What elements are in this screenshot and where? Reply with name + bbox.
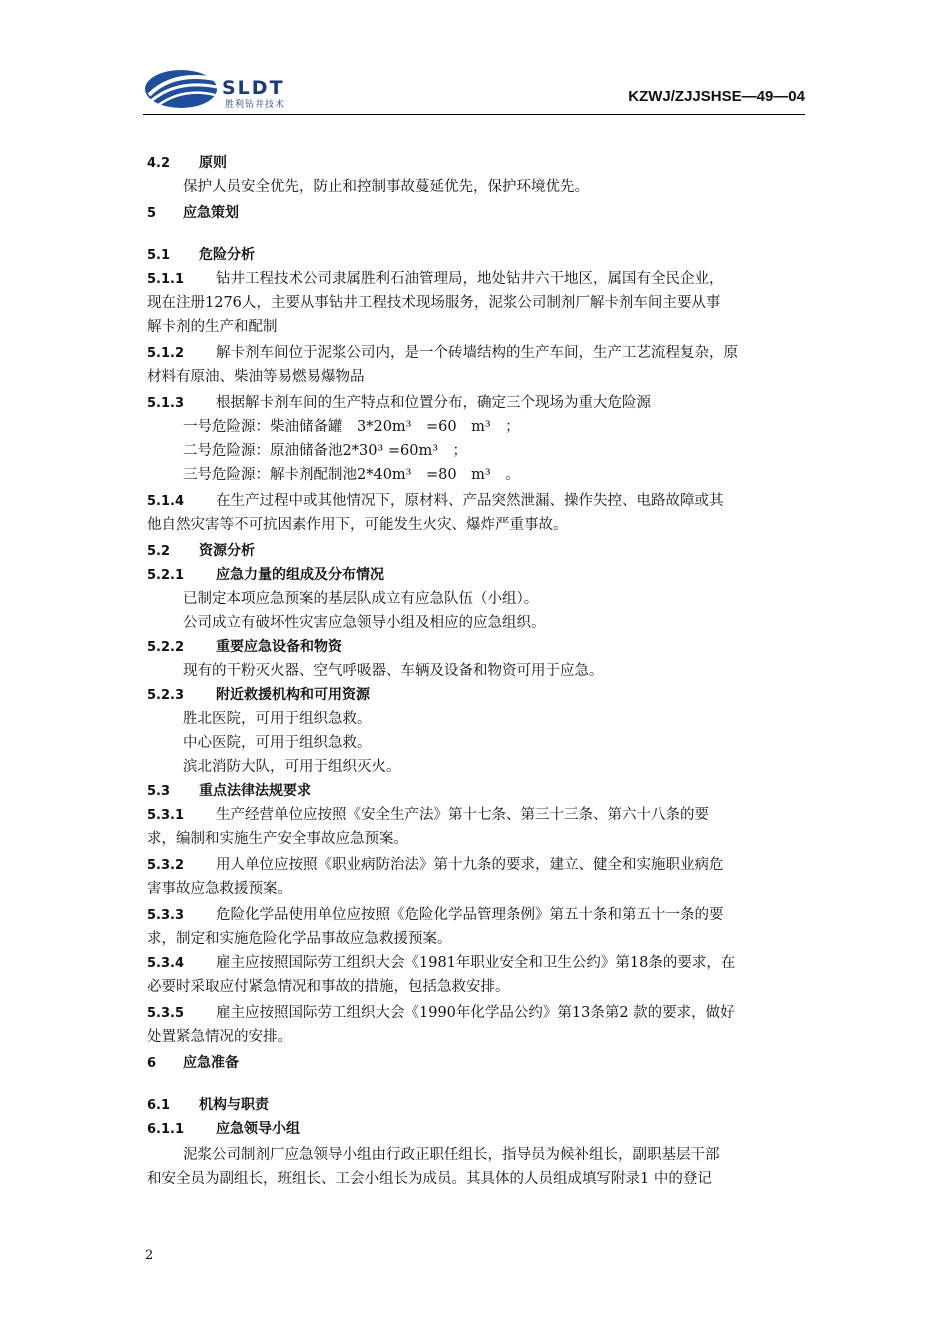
text-line <box>183 660 604 682</box>
section-heading <box>147 152 227 175</box>
text-line <box>183 708 372 730</box>
paragraph-text: 一号危险源：柴油储备罐 3*20m³ =60 m³ ； <box>183 419 520 435</box>
section-heading <box>147 1052 239 1075</box>
page-number: 2 <box>145 1248 154 1263</box>
text-line <box>147 292 720 314</box>
text-line <box>183 756 401 778</box>
text-line <box>147 828 408 850</box>
section-heading <box>147 564 384 587</box>
numbered-paragraph <box>147 342 738 365</box>
paragraph-text: 三号危险源：解卡剂配制池2*40m³ =80 m³ 。 <box>183 467 520 483</box>
text-line <box>147 366 365 388</box>
section-heading <box>147 1118 300 1141</box>
section-number: 5.1.1 <box>147 272 185 287</box>
heading-text: 资源分析 <box>199 543 255 559</box>
text-line <box>183 416 520 438</box>
page-header <box>143 62 805 114</box>
heading-text: 应急准备 <box>183 1055 239 1071</box>
paragraph-text: 和安全员为副组长，班组长、工会小组长为成员。其具体的人员组成填写附录1 中的登记 <box>147 1171 712 1187</box>
section-number: 5.1.4 <box>147 494 185 509</box>
paragraph-text: 保护人员安全优先，防止和控制事故蔓延优先，保护环境优先。 <box>183 179 589 195</box>
paragraph-text: 危险化学品使用单位应按照《危险化学品管理条例》第五十条和第五十一条的要 <box>216 907 724 923</box>
section-heading <box>147 780 311 803</box>
numbered-paragraph <box>147 392 651 415</box>
numbered-paragraph <box>147 904 724 927</box>
numbered-paragraph <box>147 804 709 827</box>
section-number: 5.2.3 <box>147 688 185 703</box>
text-line <box>183 612 546 634</box>
heading-text: 附近救援机构和可用资源 <box>216 687 370 703</box>
paragraph-text: 滨北消防大队，可用于组织灭火。 <box>183 759 401 775</box>
logo-subtitle: 胜利钻井技术 <box>225 100 286 110</box>
section-heading <box>147 636 342 659</box>
text-line <box>147 928 452 950</box>
numbered-paragraph <box>147 952 735 975</box>
heading-text: 危险分析 <box>199 247 255 263</box>
numbered-paragraph <box>147 854 724 877</box>
logo-emblem-icon <box>143 65 223 110</box>
heading-text: 原则 <box>199 155 227 171</box>
heading-text: 应急领导小组 <box>216 1121 300 1137</box>
text-line <box>183 176 589 198</box>
section-heading <box>147 540 255 563</box>
section-heading <box>147 1094 269 1117</box>
paragraph-text: 根据解卡剂车间的生产特点和位置分布，确定三个现场为重大危险源 <box>216 395 651 411</box>
section-number: 5.2.1 <box>147 568 185 583</box>
heading-text: 重点法律法规要求 <box>199 783 311 799</box>
paragraph-text: 泥浆公司制剂厂应急领导小组由行政正职任组长，指导员为候补组长，副职基层干部 <box>183 1147 720 1163</box>
paragraph-text: 生产经营单位应按照《安全生产法》第十七条、第三十三条、第六十八条的要 <box>216 807 709 823</box>
paragraph-text: 现在注册1276人，主要从事钻井工程技术现场服务，泥浆公司制剂厂解卡剂车间主要从事 <box>147 295 721 311</box>
section-number: 5.1 <box>147 248 171 263</box>
company-logo <box>143 65 348 110</box>
heading-text: 机构与职责 <box>199 1097 269 1113</box>
paragraph-text: 求，编制和实施生产安全事故应急预案。 <box>147 831 408 847</box>
heading-text: 重要应急设备和物资 <box>216 639 342 655</box>
paragraph-text: 胜北医院，可用于组织急救。 <box>183 711 372 727</box>
paragraph-text: 钻井工程技术公司隶属胜利石油管理局，地处钻井六干地区，属国有全民企业， <box>216 271 724 287</box>
paragraph-text: 处置紧急情况的安排。 <box>147 1029 292 1045</box>
section-heading <box>147 684 370 707</box>
text-line <box>147 316 278 338</box>
text-line <box>183 1144 720 1166</box>
section-heading <box>147 202 239 225</box>
heading-text: 应急策划 <box>183 205 239 221</box>
section-number: 5.3.2 <box>147 858 185 873</box>
section-number: 6.1 <box>147 1098 171 1113</box>
paragraph-text: 雇主应按照国际劳工组织大会《1981年职业安全和卫生公约》第18条的要求，在 <box>216 955 736 971</box>
section-number: 5.3 <box>147 784 171 799</box>
paragraph-text: 用人单位应按照《职业病防治法》第十九条的要求，建立、健全和实施职业病危 <box>216 857 724 873</box>
text-line <box>183 464 520 486</box>
paragraph-text: 害事故应急救援预案。 <box>147 881 292 897</box>
paragraph-text: 现有的干粉灭火器、空气呼吸器、车辆及设备和物资可用于应急。 <box>183 663 604 679</box>
paragraph-text: 公司成立有破坏性灾害应急领导小组及相应的应急组织。 <box>183 615 546 631</box>
section-number: 5.3.1 <box>147 808 185 823</box>
numbered-paragraph <box>147 490 724 513</box>
paragraph-text: 在生产过程中或其他情况下，原材料、产品突然泄漏、操作失控、电路故障或其 <box>216 493 724 509</box>
numbered-paragraph <box>147 1002 735 1025</box>
paragraph-text: 他自然灾害等不可抗因素作用下，可能发生火灾、爆炸严重事故。 <box>147 517 568 533</box>
text-line <box>147 1168 712 1190</box>
section-number: 5.2 <box>147 544 171 559</box>
section-number: 5.2.2 <box>147 640 185 655</box>
heading-text: 应急力量的组成及分布情况 <box>216 567 384 583</box>
header-divider <box>143 114 805 115</box>
section-number: 5.3.5 <box>147 1006 185 1021</box>
paragraph-text: 二号危险源：原油储备池2*30³ =60m³ ； <box>183 443 468 459</box>
section-number: 5.1.2 <box>147 346 185 361</box>
text-line <box>183 440 467 462</box>
paragraph-text: 求，制定和实施危险化学品事故应急救援预案。 <box>147 931 452 947</box>
paragraph-text: 中心医院，可用于组织急救。 <box>183 735 372 751</box>
section-number: 5.3.4 <box>147 956 185 971</box>
text-line <box>147 976 510 998</box>
text-line <box>147 1026 292 1048</box>
paragraph-text: 材料有原油、柴油等易燃易爆物品 <box>147 369 365 385</box>
section-number: 5 <box>147 206 157 221</box>
text-line <box>147 514 568 536</box>
section-number: 5.3.3 <box>147 908 185 923</box>
document-code: KZWJ/ZJJSHSE—49—04 <box>628 88 805 105</box>
paragraph-text: 必要时采取应付紧急情况和事故的措施，包括急救安排。 <box>147 979 510 995</box>
paragraph-text: 解卡剂的生产和配制 <box>147 319 278 335</box>
section-number: 4.2 <box>147 156 171 171</box>
section-number: 6 <box>147 1056 157 1071</box>
paragraph-text: 已制定本项应急预案的基层队成立有应急队伍（小组）。 <box>183 591 539 607</box>
paragraph-text: 雇主应按照国际劳工组织大会《1990年化学品公约》第13条第2 款的要求，做好 <box>216 1005 735 1021</box>
text-line <box>147 878 292 900</box>
numbered-paragraph <box>147 268 724 291</box>
text-line <box>183 732 372 754</box>
text-line <box>183 588 538 610</box>
logo-text: SLDT <box>222 77 285 99</box>
paragraph-text: 解卡剂车间位于泥浆公司内，是一个砖墙结构的生产车间，生产工艺流程复杂，原 <box>216 345 738 361</box>
section-number: 6.1.1 <box>147 1122 185 1137</box>
section-heading <box>147 244 255 267</box>
section-number: 5.1.3 <box>147 396 185 411</box>
